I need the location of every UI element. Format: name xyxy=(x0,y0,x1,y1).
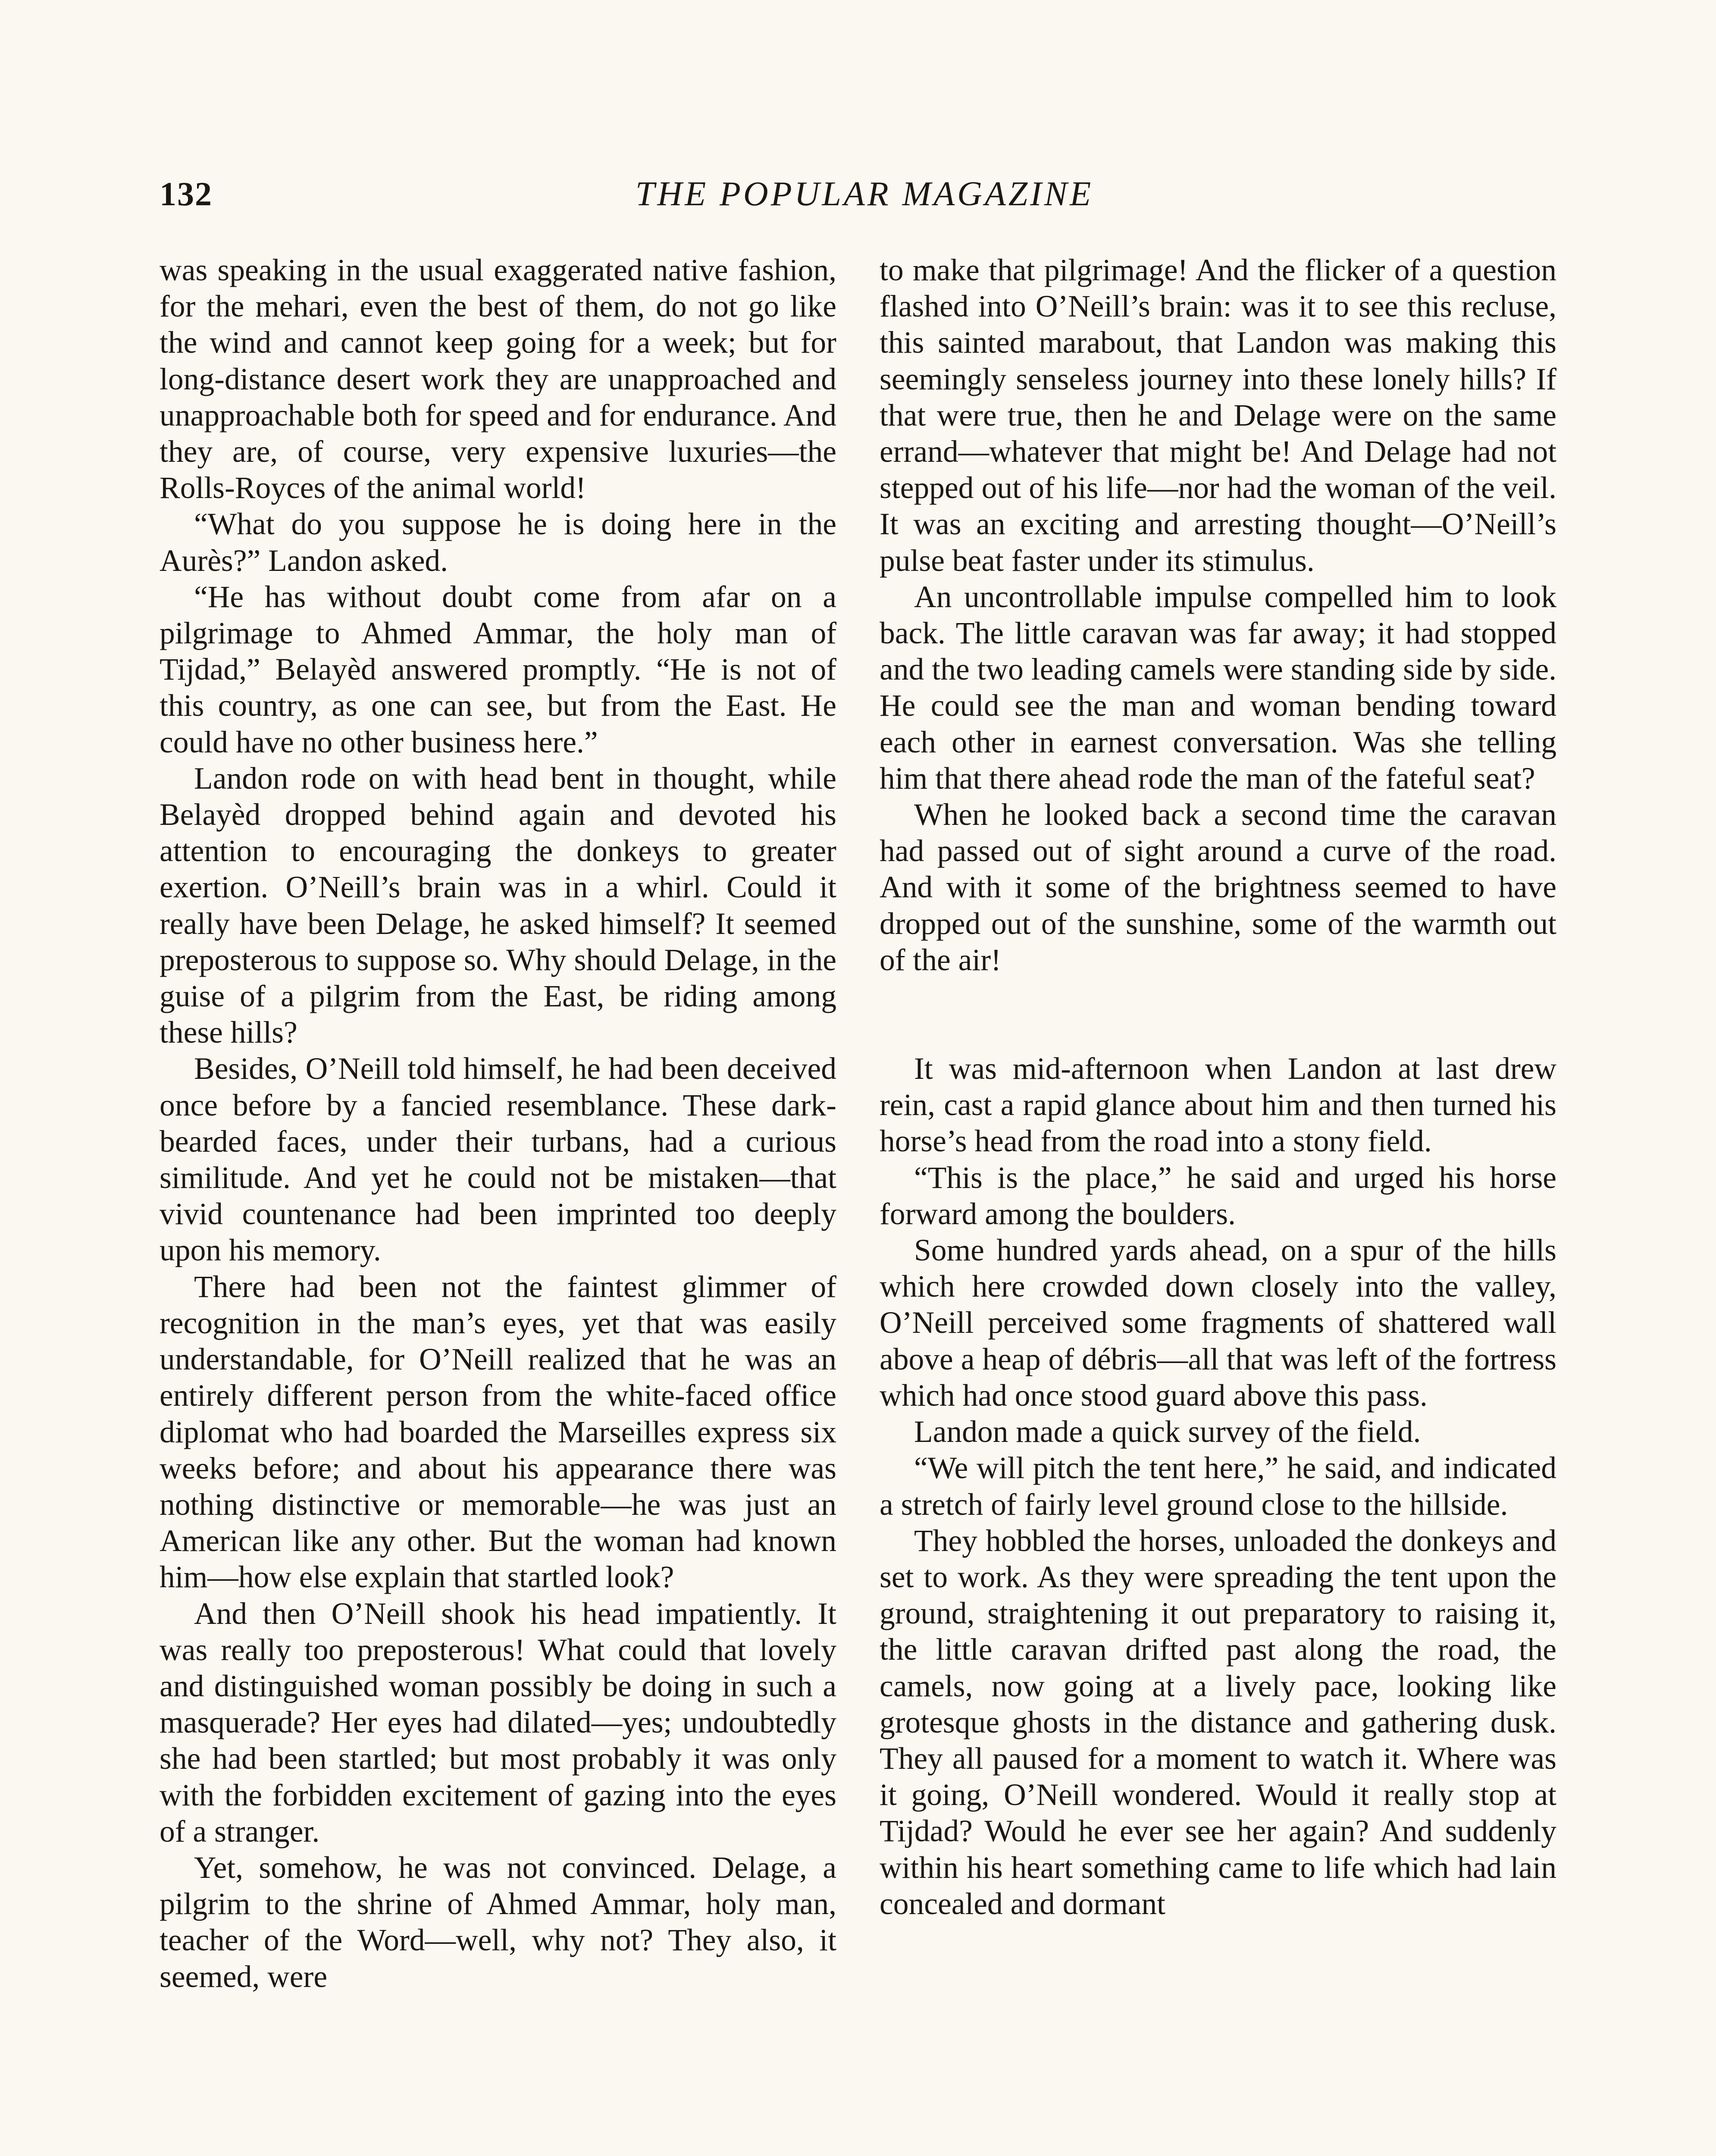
paragraph: “This is the place,” he said and urged his horse forward among the boulders. xyxy=(880,1160,1556,1231)
paragraph: “We will pitch the tent here,” he said, and indicated a stretch of fairly level ground close to the hillside. xyxy=(880,1451,1556,1522)
running-title: THE POPULAR MAGAZINE xyxy=(635,175,1094,213)
paragraph: was speaking in the usual exaggerated native fashion, for the mehari, even the best of them, do not go like the wind and cannot keep going for a week; but for long-distance desert work they are unapproached and unapproachable both for speed and for endurance. And they are, of course, very expensive luxuries—the Rolls-Royces of the animal world! xyxy=(160,253,836,505)
paragraph: to make that pilgrimage! And the flicker of a question flashed into O’Neill’s brain: was it to see this recluse, this sainted marabout, that Landon was making this seemingly senseless journey into these lonely hills? If that were true, then he and Delage were on the same errand—whatever that might be! And Delage had not stepped out of his life—nor had the woman of the veil. It was an exciting and arresting thought—O’Neill’s pulse beat faster under its stimulus. xyxy=(880,253,1556,578)
paragraph: When he looked back a second time the caravan had passed out of sight around a curve of the road. And with it some of the brightness seemed to have dropped out of the sunshine, some of the warmth out of the air! xyxy=(880,798,1556,977)
paragraph: Landon made a quick survey of the field. xyxy=(914,1415,1421,1449)
paragraph: Besides, O’Neill told himself, he had been deceived once before by a fancied resemblance. These dark-bearded faces, under their turbans, had a curious similitude. And yet he could not be mistaken—that vivid countenance had been imprinted too deeply upon his memory. xyxy=(160,1052,836,1268)
page-header xyxy=(160,175,1569,226)
left-column xyxy=(160,252,836,1995)
paragraph: There had been not the faintest glimmer of recognition in the man’s eyes, yet that was easily understandable, for O’Neill realized that he was an entirely different person from the white-faced office diplomat who had boarded the Marseilles express six weeks before; and about his appearance there was nothing distinctive or memorable—he was just an American like any other. But the woman had known him—how else explain that startled look? xyxy=(160,1269,836,1595)
paragraph: And then O’Neill shook his head impatiently. It was really too preposterous! What could that lovely and distinguished woman possibly be doing in such a masquerade? Her eyes had dilated—yes; undoubtedly she had been startled; but most probably it was only with the forbidden excitement of gazing into the eyes of a stranger. xyxy=(160,1596,836,1849)
right-column xyxy=(880,252,1556,1922)
paragraph: Yet, somehow, he was not convinced. Delage, a pilgrim to the shrine of Ahmed Ammar, holy man, teacher of the Word—well, why not? They also, it seemed, were xyxy=(160,1850,836,1994)
page-number: 132 xyxy=(160,175,213,213)
paragraph: It was mid-afternoon when Landon at last drew rein, cast a rapid glance about him and then turned his horse’s head from the road into a stony field. xyxy=(880,1052,1556,1159)
paragraph: An uncontrollable impulse compelled him to look back. The little caravan was far away; it had stopped and the two leading camels were standing side by side. He could see the man and woman bending toward each other in earnest conversation. Was she telling him that there ahead rode the man of the fateful seat? xyxy=(880,580,1556,796)
paragraph: Some hundred yards ahead, on a spur of the hills which here crowded down closely into the valley, O’Neill perceived some fragments of shattered wall above a heap of débris—all that was left of the fortress which had once stood guard above this pass. xyxy=(880,1233,1556,1413)
paragraph: “He has without doubt come from afar on a pilgrimage to Ahmed Ammar, the holy man of Tijdad,” Belayèd answered promptly. “He is not of this country, as one can see, but from the East. He could have no other business here.” xyxy=(160,580,836,759)
paragraph: They hobbled the horses, unloaded the donkeys and set to work. As they were spreading the tent upon the ground, straightening it out preparatory to raising it, the little caravan drifted past along the road, the camels, now going at a lively pace, looking like grotesque ghosts in the distance and gathering dusk. They all paused for a moment to watch it. Where was it going, O’Neill wondered. Would it really stop at Tijdad? Would he ever see her again? And suddenly within his heart something came to life which had lain concealed and dormant xyxy=(880,1523,1556,1921)
paragraph: Landon rode on with head bent in thought, while Belayèd dropped behind again and devoted his attention to encouraging the donkeys to greater exertion. O’Neill’s brain was in a whirl. Could it really have been Delage, he asked himself? It seemed preposterous to suppose so. Why should Delage, in the guise of a pilgrim from the East, be riding among these hills? xyxy=(160,761,836,1050)
paragraph: “What do you suppose he is doing here in the Aurès?” Landon asked. xyxy=(160,507,836,578)
section-break xyxy=(880,978,1556,1051)
